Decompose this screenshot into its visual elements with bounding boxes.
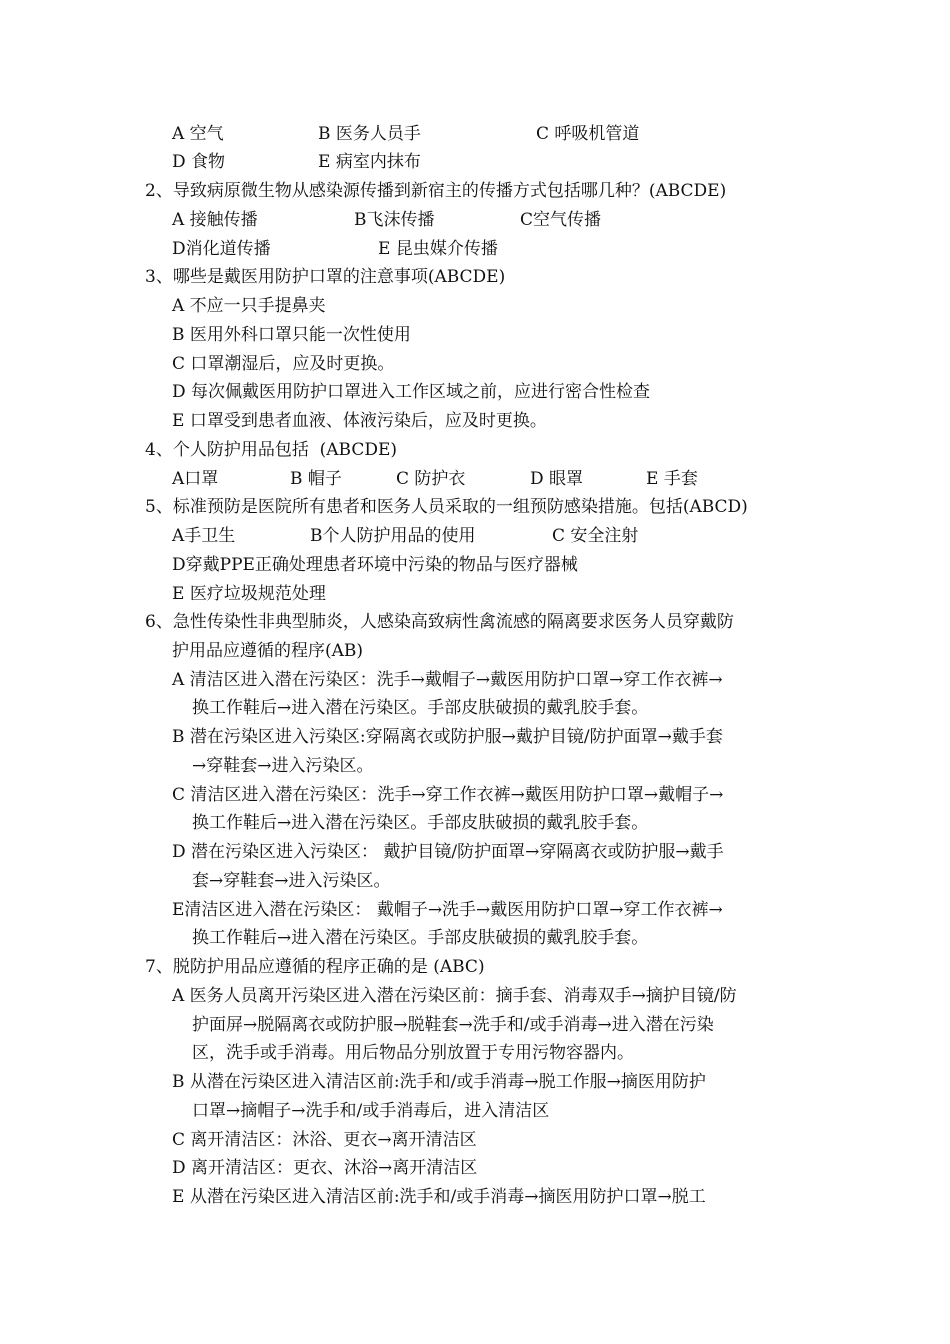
option-line: B 医用外科口罩只能一次性使用 bbox=[172, 325, 411, 345]
option-line: A手卫生 bbox=[172, 526, 236, 546]
option-line: D 离开清洁区：更衣、沐浴→离开清洁区 bbox=[172, 1158, 478, 1178]
option-line: A 接触传播 bbox=[172, 210, 258, 230]
option-line: C 口罩潮湿后，应及时更换。 bbox=[172, 354, 395, 374]
option-line: E 昆虫媒介传播 bbox=[378, 239, 498, 259]
option-line: E 口罩受到患者血液、体液污染后，应及时更换。 bbox=[172, 411, 547, 431]
option-line: 套→穿鞋套→进入污染区。 bbox=[192, 871, 391, 891]
option-line: E 从潜在污染区进入清洁区前:洗手和/或手消毒→摘医用防护口罩→脱工 bbox=[172, 1187, 706, 1207]
option-line: E 医疗垃圾规范处理 bbox=[172, 584, 326, 604]
option-line: 换工作鞋后→进入潜在污染区。手部皮肤破损的戴乳胶手套。 bbox=[192, 928, 649, 948]
question-line: 3、哪些是戴医用防护口罩的注意事项(ABCDE) bbox=[145, 267, 506, 287]
option-line: A 不应一只手提鼻夹 bbox=[172, 296, 326, 316]
option-line: C 清洁区进入潜在污染区：洗手→穿工作衣裤→戴医用防护口罩→戴帽子→ bbox=[172, 785, 724, 805]
question-line: 7、脱防护用品应遵循的程序正确的是 (ABC) bbox=[145, 957, 485, 977]
option-line: 口罩→摘帽子→洗手和/或手消毒后，进入清洁区 bbox=[192, 1101, 550, 1121]
option-line: B 医务人员手 bbox=[318, 124, 421, 144]
option-line: D消化道传播 bbox=[172, 239, 271, 259]
option-line: B 帽子 bbox=[290, 469, 342, 489]
question-line: 6、急性传染性非典型肺炎，人感染高致病性禽流感的隔离要求医务人员穿戴防 bbox=[145, 612, 734, 632]
option-line: E 手套 bbox=[646, 469, 698, 489]
option-line: 区，洗手或手消毒。用后物品分别放置于专用污物容器内。 bbox=[192, 1043, 634, 1063]
option-line: E 病室内抹布 bbox=[318, 152, 421, 172]
option-line: A 空气 bbox=[172, 124, 224, 144]
option-line: B个人防护用品的使用 bbox=[310, 526, 476, 546]
option-line: D 潜在污染区进入污染区： 戴护目镜/防护面罩→穿隔离衣或防护服→戴手 bbox=[172, 842, 724, 862]
option-line: C空气传播 bbox=[520, 210, 602, 230]
option-line: B飞沫传播 bbox=[354, 210, 435, 230]
option-line: A口罩 bbox=[172, 469, 219, 489]
question-line: 5、标准预防是医院所有患者和医务人员采取的一组预防感染措施。包括(ABCD) bbox=[145, 497, 748, 517]
option-line: D 每次佩戴医用防护口罩进入工作区域之前，应进行密合性检查 bbox=[172, 382, 651, 402]
question-line: 护用品应遵循的程序(AB) bbox=[172, 641, 364, 661]
question-line: 2、导致病原微生物从感染源传播到新宿主的传播方式包括哪几种？(ABCDE) bbox=[145, 181, 727, 201]
option-line: C 防护衣 bbox=[396, 469, 466, 489]
option-line: →穿鞋套→进入污染区。 bbox=[192, 756, 374, 776]
option-line: D 食物 bbox=[172, 152, 226, 172]
option-line: C 呼吸机管道 bbox=[536, 124, 640, 144]
option-line: C 安全注射 bbox=[552, 526, 639, 546]
option-line: B 潜在污染区进入污染区:穿隔离衣或防护服→戴护目镜/防护面罩→戴手套 bbox=[172, 727, 723, 747]
option-line: D 眼罩 bbox=[530, 469, 584, 489]
option-line: A 清洁区进入潜在污染区：洗手→戴帽子→戴医用防护口罩→穿工作衣裤→ bbox=[172, 670, 723, 690]
option-line: 换工作鞋后→进入潜在污染区。手部皮肤破损的戴乳胶手套。 bbox=[192, 813, 649, 833]
option-line: 换工作鞋后→进入潜在污染区。手部皮肤破损的戴乳胶手套。 bbox=[192, 698, 649, 718]
option-line: A 医务人员离开污染区进入潜在污染区前：摘手套、消毒双手→摘护目镜/防 bbox=[172, 986, 737, 1006]
option-line: E清洁区进入潜在污染区： 戴帽子→洗手→戴医用防护口罩→穿工作衣裤→ bbox=[172, 900, 723, 920]
question-line: 4、个人防护用品包括 (ABCDE) bbox=[145, 440, 398, 460]
option-line: 护面屏→脱隔离衣或防护服→脱鞋套→洗手和/或手消毒→进入潜在污染 bbox=[192, 1015, 714, 1035]
option-line: C 离开清洁区：沐浴、更衣→离开清洁区 bbox=[172, 1130, 477, 1150]
option-line: B 从潜在污染区进入清洁区前:洗手和/或手消毒→脱工作服→摘医用防护 bbox=[172, 1072, 706, 1092]
option-line: D穿戴PPE正确处理患者环境中污染的物品与医疗器械 bbox=[172, 555, 578, 575]
